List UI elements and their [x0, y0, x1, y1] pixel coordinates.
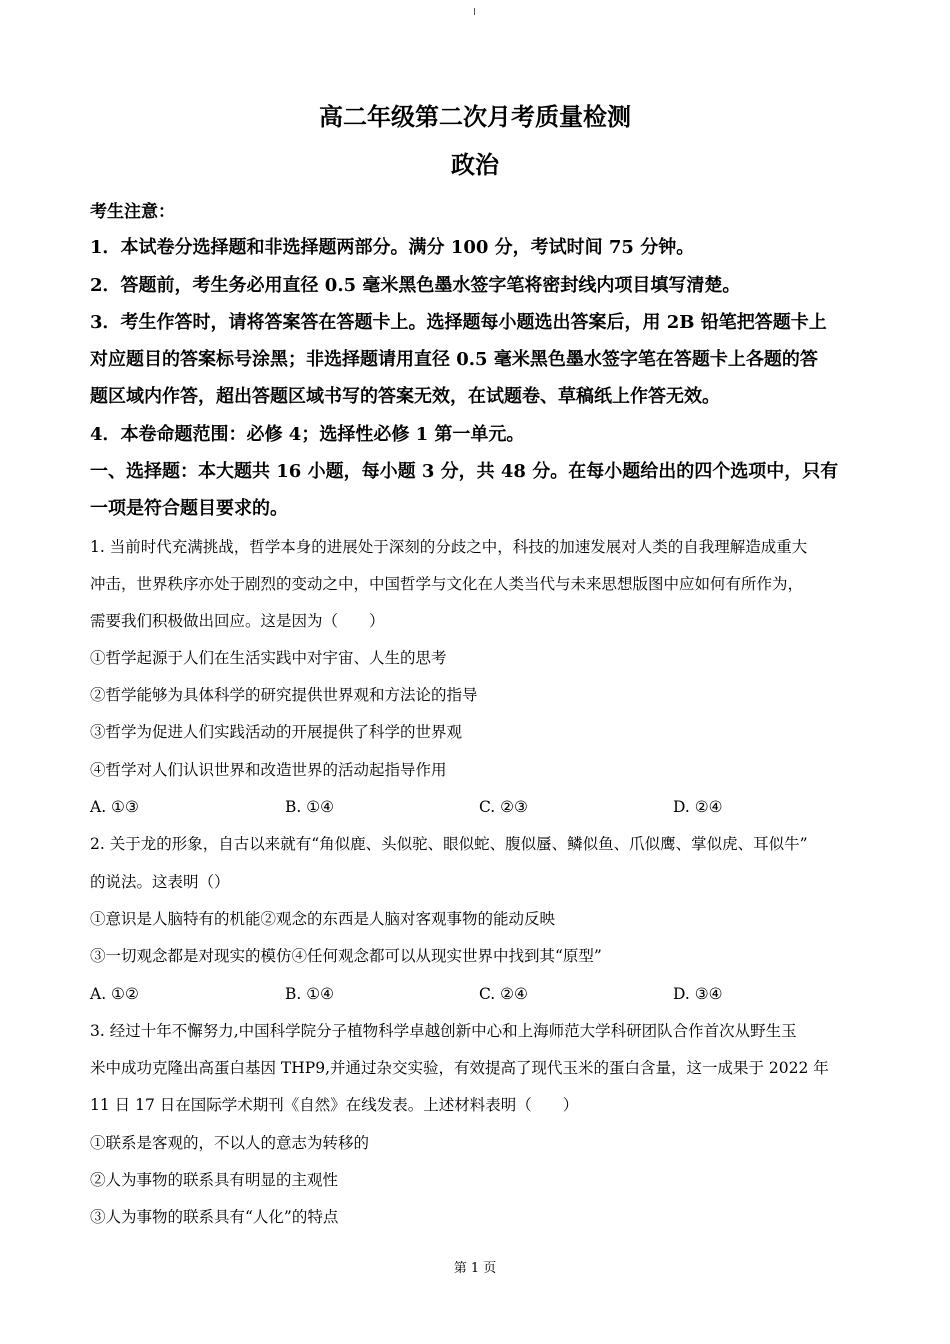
q3-stem: 11 日 17 日在国际学术期刊《自然》在线发表。上述材料表明（ ） — [90, 1096, 579, 1114]
q2-statement: ①意识是人脑特有的机能②观念的东西是人脑对客观事物的能动反映 — [90, 910, 556, 928]
notice-item: 4．本卷命题范围：必修 4；选择性必修 1 第一单元。 — [90, 424, 525, 445]
notice-item: 题区域内作答，超出答题区域书写的答案无效，在试题卷、草稿纸上作答无效。 — [90, 386, 720, 407]
q2-stem: 2. 关于龙的形象，自古以来就有“角似鹿、头似驼、眼似蛇、腹似蜃、鳞似鱼、爪似鹰、掌似虎、耳似牛” — [90, 835, 808, 853]
q1-statement: ①哲学起源于人们在生活实践中对宇宙、人生的思考 — [90, 649, 447, 667]
q1-stem: 冲击，世界秩序亦处于剧烈的变动之中，中国哲学与文化在人类当代与未来思想版图中应如何有所作为， — [90, 575, 804, 593]
q3-stem: 米中成功克隆出高蛋白基因 THP9,并通过杂交实验，有效提高了现代玉米的蛋白含量，这一成果于 2022 年 — [90, 1059, 829, 1077]
q1-option-a: A. ①③ — [90, 798, 139, 816]
q1-option-c: C. ②③ — [479, 798, 528, 816]
q2-stem: 的说法。这表明（） — [90, 873, 230, 891]
section-heading: 一项是符合题目要求的。 — [90, 498, 288, 519]
subject-title: 政治 — [451, 150, 499, 179]
page-number: 第 1 页 — [453, 1261, 497, 1276]
top-tick-mark — [474, 8, 475, 15]
q3-stem: 3. 经过十年不懈努力,中国科学院分子植物科学卓越创新中心和上海师范大学科研团队合作首次从野生玉 — [90, 1022, 797, 1040]
q1-statement: ③哲学为促进人们实践活动的开展提供了科学的世界观 — [90, 723, 463, 741]
q1-stem: 1. 当前时代充满挑战，哲学本身的进展处于深刻的分歧之中，科技的加速发展对人类的自我理解造成重大 — [90, 538, 808, 556]
notice-item: 对应题目的答案标号涂黑；非选择题请用直径 0.5 毫米黑色墨水签字笔在答题卡上各题的答 — [90, 349, 818, 370]
q1-option-d: D. ②④ — [673, 798, 723, 816]
notice-item: 1．本试卷分选择题和非选择题两部分。满分 100 分，考试时间 75 分钟。 — [90, 237, 695, 258]
notice-heading: 考生注意： — [90, 202, 175, 222]
q3-statement: ①联系是客观的，不以人的意志为转移的 — [90, 1134, 370, 1152]
q3-statement: ②人为事物的联系具有明显的主观性 — [90, 1171, 339, 1189]
q2-option-b: B. ①④ — [285, 985, 335, 1003]
q2-option-d: D. ③④ — [673, 985, 723, 1003]
q3-statement: ③人为事物的联系具有“人化”的特点 — [90, 1208, 339, 1226]
q1-statement: ②哲学能够为具体科学的研究提供世界观和方法论的指导 — [90, 686, 478, 704]
q1-stem: 需要我们积极做出回应。这是因为（ ） — [90, 612, 385, 630]
notice-item: 3．考生作答时，请将答案答在答题卡上。选择题每小题选出答案后，用 2B 铅笔把答题卡上 — [90, 312, 827, 333]
q2-option-c: C. ②④ — [479, 985, 528, 1003]
q1-statement: ④哲学对人们认识世界和改造世界的活动起指导作用 — [90, 761, 447, 779]
q1-option-b: B. ①④ — [285, 798, 335, 816]
section-heading: 一、选择题：本大题共 16 小题，每小题 3 分，共 48 分。在每小题给出的四个选项中，只有 — [90, 461, 839, 482]
q2-option-a: A. ①② — [90, 985, 139, 1003]
q2-statement: ③一切观念都是对现实的模仿④任何观念都可以从现实世界中找到其“原型” — [90, 947, 602, 965]
exam-title: 高二年级第二次月考质量检测 — [319, 102, 631, 131]
notice-item: 2．答题前，考生务必用直径 0.5 毫米黑色墨水签字笔将密封线内项目填写清楚。 — [90, 275, 741, 296]
